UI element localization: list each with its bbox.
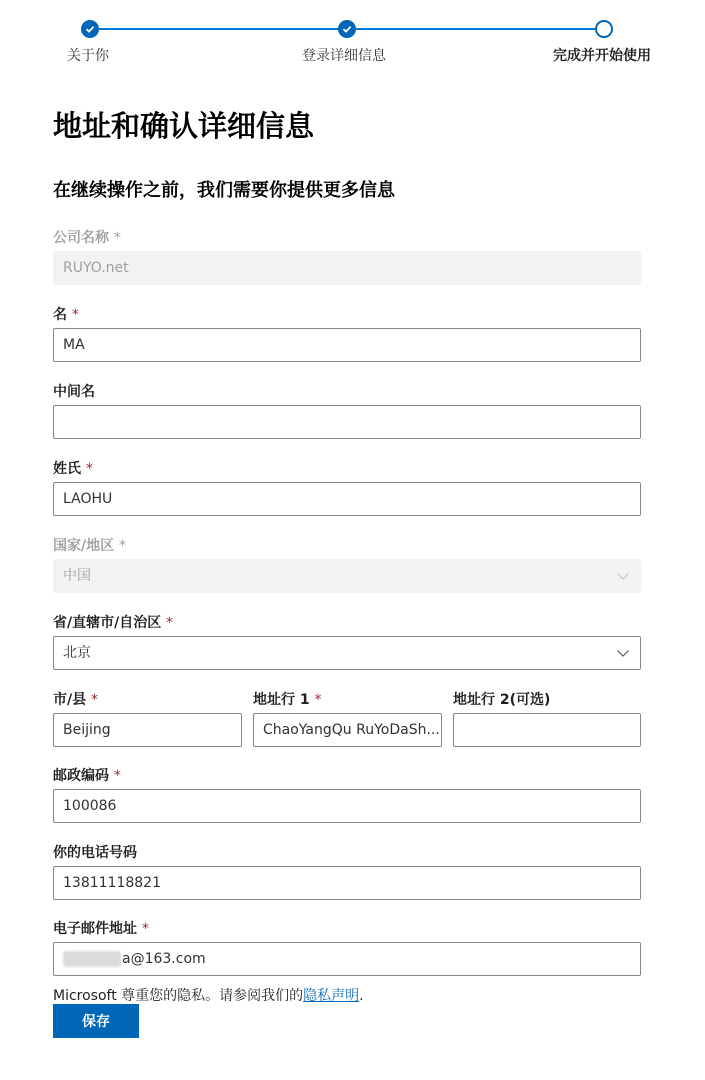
privacy-statement-link[interactable]: 隐私声明 [303, 988, 360, 1004]
country-label: 国家/地区 * [53, 538, 126, 554]
first-name-input[interactable]: MA [53, 328, 641, 362]
step-label-finish: 完成并开始使用 [553, 48, 651, 64]
province-select[interactable] [53, 636, 641, 670]
address-line2-field [453, 690, 641, 750]
last-name-field [53, 459, 641, 519]
first-name-label: 名 * [53, 307, 79, 323]
address-line1-label: 地址行 1 * [253, 692, 322, 708]
postal-code-label: 邮政编码 * [53, 768, 121, 784]
phone-field [53, 843, 641, 903]
phone-input[interactable]: 13811118821 [53, 866, 641, 900]
chevron-down-icon[interactable] [616, 646, 630, 660]
progress-stepper [0, 0, 705, 75]
city-input[interactable]: Beijing [53, 713, 242, 747]
step-label-about-you: 关于你 [67, 48, 109, 64]
step-current-circle-icon [595, 20, 613, 38]
province-label: 省/直辖市/自治区 * [53, 615, 174, 631]
redacted-blur [63, 951, 121, 967]
middle-name-label: 中间名 [53, 384, 95, 400]
step-complete-check-icon [81, 20, 99, 38]
email-field [53, 919, 641, 979]
save-button[interactable]: 保存 [53, 1004, 139, 1038]
province-field [53, 613, 641, 673]
company-name-input: RUYO.net [53, 251, 641, 285]
email-input[interactable] [53, 942, 641, 976]
chevron-down-icon [616, 569, 630, 583]
company-name-label: 公司名称 * [53, 230, 121, 246]
last-name-input[interactable]: LAOHU [53, 482, 641, 516]
last-name-label: 姓氏 * [53, 461, 93, 477]
country-value: 中国 [63, 568, 91, 584]
city-label: 市/县 * [53, 692, 98, 708]
first-name-field [53, 305, 641, 365]
country-field [53, 536, 641, 596]
company-name-field [53, 228, 641, 288]
postal-code-input[interactable]: 100086 [53, 789, 641, 823]
email-value: a@163.com [122, 951, 206, 967]
step-label-login-details: 登录详细信息 [302, 48, 386, 64]
address-line1-field [253, 690, 442, 750]
province-value: 北京 [63, 645, 91, 661]
address-line2-label: 地址行 2(可选) [453, 692, 551, 708]
step-connector [98, 28, 338, 30]
phone-label: 你的电话号码 [53, 845, 137, 861]
country-select [53, 559, 641, 593]
step-complete-check-icon [338, 20, 356, 38]
privacy-notice: Microsoft 尊重您的隐私。请参阅我们的隐私声明. [53, 988, 364, 1004]
page-title: 地址和确认详细信息 [53, 109, 315, 143]
address-line2-input[interactable] [453, 713, 641, 747]
postal-code-field [53, 766, 641, 826]
middle-name-input[interactable] [53, 405, 641, 439]
page-subtitle: 在继续操作之前，我们需要你提供更多信息 [53, 180, 395, 201]
middle-name-field [53, 382, 641, 442]
step-connector [356, 28, 595, 30]
address-line1-input[interactable]: ChaoYangQu RuYoDaSh... [253, 713, 442, 747]
city-field [53, 690, 242, 750]
email-label: 电子邮件地址 * [53, 921, 149, 937]
